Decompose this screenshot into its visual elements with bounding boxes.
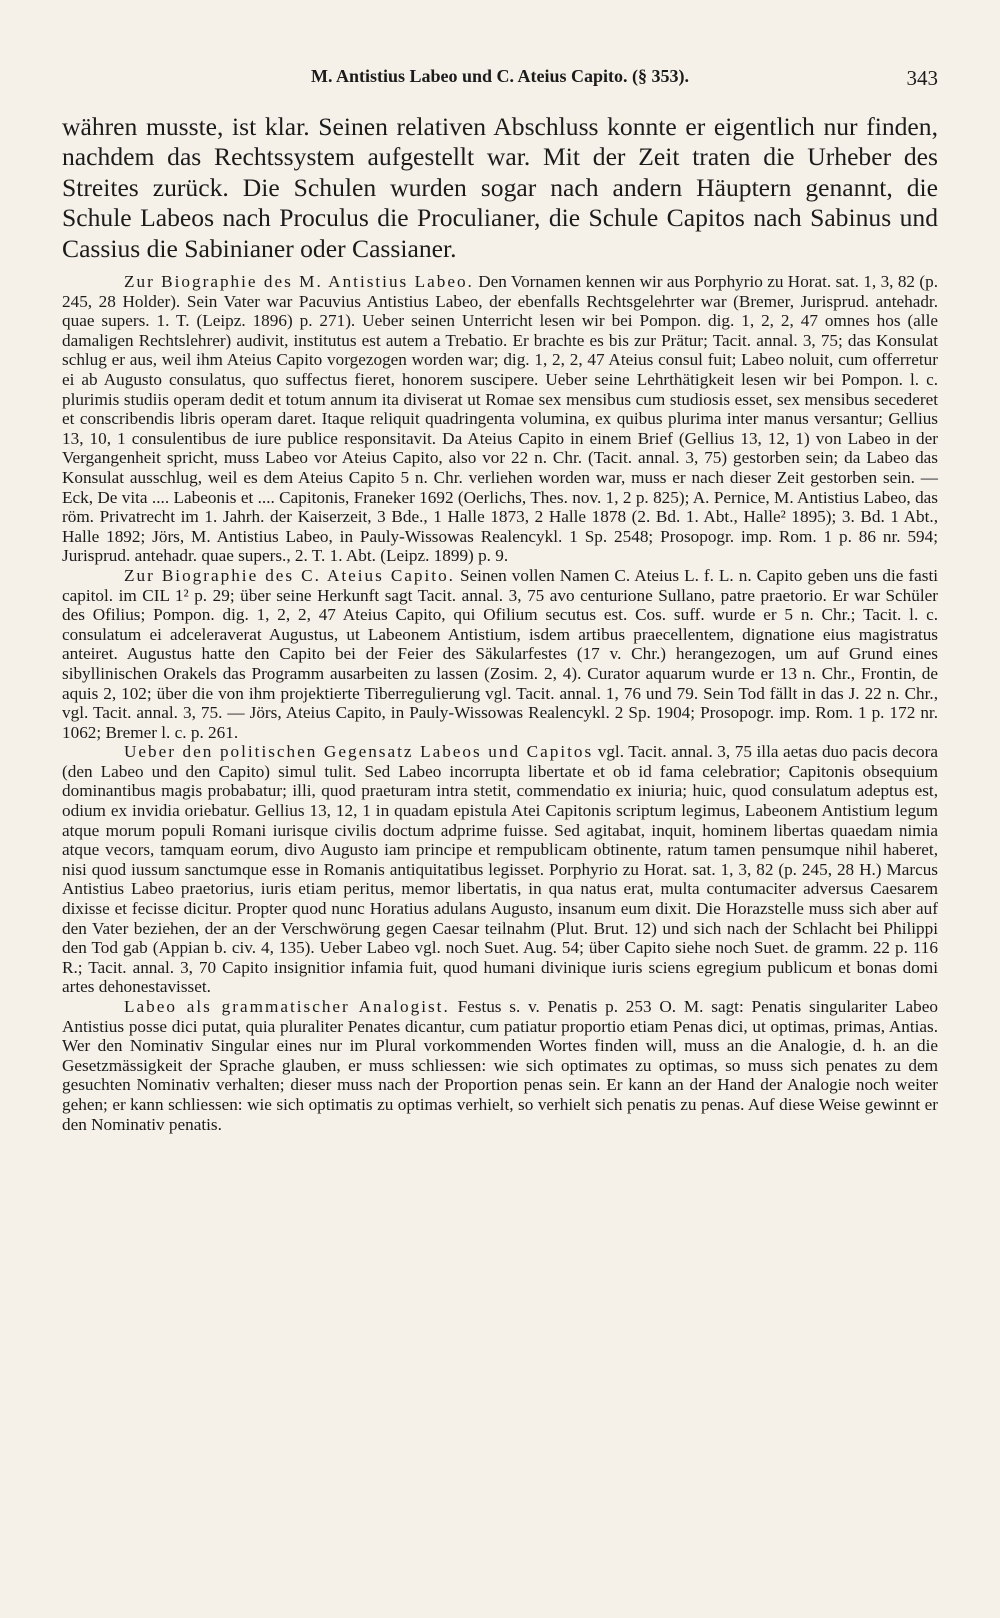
main-paragraph [62, 112, 938, 264]
note-heading: Labeo als grammatischer Analogist. [124, 997, 450, 1016]
note-heading: Zur Biographie des M. Antistius Labeo. [124, 272, 474, 292]
note-text: Den Vornamen kennen wir aus Porphyrio zu Horat. sat. 1, 3, 82 (p. 245, 28 Holder). Sein Vater war Pacuvius Antistius Labeo, der ebenfalls Rechtsgelehrter war (Bremer, Jurisprud. antehadr. quae supers. 1. T. (Leipz. 1896) p. 271). Ueber seinen Unterricht lesen wir bei Pompon. dig. 1, 2, 2, 47 omnes hos (alle damaligen Rechtslehrer) audivit, institutus est autem a Trebatio. Er brachte es bis zur Prätur; Tacit. annal. 3, 75; das Konsulat schlug er aus, weil ihm Ateius Capito vorgezogen worden war; dig. 1, 2, 2, 47 Ateius consul fuit; Labeo noluit, cum offerretur ei ab Augusto consulatus, quo suffectus fieret, honorem suscipere. Ueber seine Lehrthätigkeit lesen wir bei Pompon. l. c. plurimis studiis operam dedit et totum annum ita diviserat ut Romae sex mensibus cum studiosis esset, sex mensibus secederet et conscribendis libris operam daret. Itaque reliquit quadringenta volumina, ex quibus plurima inter manus versantur; Gellius 13, 10, 1 consulentibus de iure publice responsitavit. Da Ateius Capito in einem Brief (Gellius 13, 12, 1) von Labeo in der Vergangenheit spricht, muss Labeo vor Ateius Capito, also vor 22 n. Chr. (Tacit. annal. 3, 75) gestorben sein; da Labeo das Konsulat ausschlug, weil es dem Ateius Capito 5 n. Chr. verliehen worden war, muss er nach dieser Zeit gestorben sein. — Eck, De vita .... Labeonis et .... Capitonis, Franeker 1692 (Oerlichs, Thes. nov. 1, 2 p. 825); A. Pernice, M. Antistius Labeo, das röm. Privatrecht im 1. Jahrh. der Kaiserzeit, 3 Bde., 1 Halle 1873, 2 Halle 1878 (2. Bd. 1. Abt., Halle² 1895); 3. Bd. 1 Abt., Halle 1892; Jörs, M. Antistius Labeo, in Pauly-Wissowas Realencykl. 1 Sp. 2548; Prosopogr. imp. Rom. 1 p. 86 nr. 594; Jurisprud. antehadr. quae supers., 2. T. 1. Abt. (Leipz. 1899) p. 9. [62, 272, 938, 566]
main-text: währen musste, ist klar. Seinen relativen Abschluss konnte er eigentlich nur finden, nachdem das Rechtssystem aufgestellt war. Mit der Zeit traten die Urheber des Streites zurück. Die Schulen wurden sogar nach andern Häuptern genannt, die Schule Labeos nach Proculus die Proculianer, die Schule Capitos nach Sabinus und Cassius die Sabinianer oder Cassianer. [62, 112, 938, 263]
note-political-contrast [62, 742, 938, 997]
running-title: M. Antistius Labeo und C. Ateius Capito. (§ 353). [310, 66, 690, 86]
note-heading: Ueber den politischen Gegensatz Labeos und Capitos [124, 742, 594, 762]
note-text: Seinen vollen Namen C. Ateius L. f. L. n. Capito geben uns die fasti capitol. im CIL 1² p. 29; über seine Herkunft sagt Tacit. annal. 3, 75 avo centurione Sullano, patre praetorio. Er war Schüler des Ofilius; Pompon. dig. 1, 2, 2, 47 Ateius Capito, qui Ofilium secutus est. Cos. suff. wurde er 5 n. Chr.; Tacit. l. c. consulatum ei adceleraverat Augustus, ut Labeonem Antistium, isdem artibus praecellentem, dignatione eius magistratus anteiret. Augustus hatte den Capito bei der Feier des Säkularfestes (17 v. Chr.) herangezogen, um auf Grund eines sibyllinischen Orakels das Programm ausarbeiten zu lassen (Zosim. 2, 4). Curator aquarum wurde er 13 n. Chr., Frontin, de aquis 2, 102; über die von ihm projektierte Tiberregulierung vgl. Tacit. annal. 1, 76 und 79. Sein Tod fällt in das J. 22 n. Chr., vgl. Tacit. annal. 3, 75. — Jörs, Ateius Capito, in Pauly-Wissowas Realencykl. 2 Sp. 1904; Prosopogr. imp. Rom. 1 p. 172 nr. 1062; Bremer l. c. p. 261. [62, 565, 938, 742]
page-header [62, 58, 938, 88]
page-number: 343 [906, 66, 938, 90]
note-grammatical-analogist [62, 997, 938, 1134]
notes-section [62, 272, 938, 1134]
note-labeo-biography [62, 272, 938, 566]
note-text: Festus s. v. Penatis p. 253 O. M. sagt: Penatis singulariter Labeo Antistius posse dici putat, quia pluraliter Penates dicantur, cum patiatur proportio etiam Penas dici, ut optimas, primas, Antias. Wer den Nominativ Singular eines nur im Plural vorkommenden Wortes finden will, muss an die Analogie, d. h. an die Gesetzmässigkeit der Sprache glauben, er muss schliessen: wie sich optimates zu optimas, so muss sich penates zu dem gesuchten Nominativ verhalten; dieser muss nach der Proportion penas sein. Er kann an der Hand der Analogie noch weiter gehen; er kann schliessen: wie sich optimatis zu optimas verhielt, so verhielt sich penatis zu penas. Auf diese Weise gewinnt er den Nominativ penatis. [62, 997, 938, 1134]
note-capito-biography [62, 566, 938, 742]
note-heading: Zur Biographie des C. Ateius Capito. [124, 565, 455, 585]
note-text: vgl. Tacit. annal. 3, 75 illa aetas duo pacis decora (den Labeo und den Capito) simul tulit. Sed Labeo incorrupta libertate et ob id fama celebratior; Capitonis obsequium dominantibus magis probabatur; illi, quod praeturam intra stetit, commendatio ex iniuria; huic, quod consulatum adeptus est, odium ex invidia oriebatur. Gellius 13, 12, 1 in quadam epistula Atei Capitonis scriptum legimus, Labeonem Antistium legum atque morum populi Romani iurisque civilis doctum adprime fuisse. Sed agitabat, inquit, hominem libertas quaedam nimia atque vecors, tamquam eorum, divo Augusto iam principe et rempublicam obtinente, ratum tamen pensumque nihil haberet, nisi quod iussum sanctumque esse in Romanis antiquitatibus legisset. Porphyrio zu Horat. sat. 1, 3, 82 (p. 245, 28 H.) Marcus Antistius Labeo praetorius, iuris etiam peritus, memor libertatis, in qua natus erat, multa contumaciter adversus Caesarem dixisse et fecisse dicitur. Propter quod nunc Horatius adulans Augusto, insanum eum dixit. Die Horazstelle muss sich aber auf den Vater beziehen, der an der Verschwörung gegen Caesar teilnahm (Plut. Brut. 12) und sich nach der Schlacht bei Philippi den Tod gab (Appian b. civ. 4, 135). Ueber Labeo vgl. noch Suet. Aug. 54; über Capito siehe noch Suet. de gramm. 22 p. 116 R.; Tacit. annal. 3, 70 Capito insignitior infamia fuit, quod humani divinique iuris sciens egregium publicum et bonas domi artes dehonestavisset. [62, 742, 938, 997]
